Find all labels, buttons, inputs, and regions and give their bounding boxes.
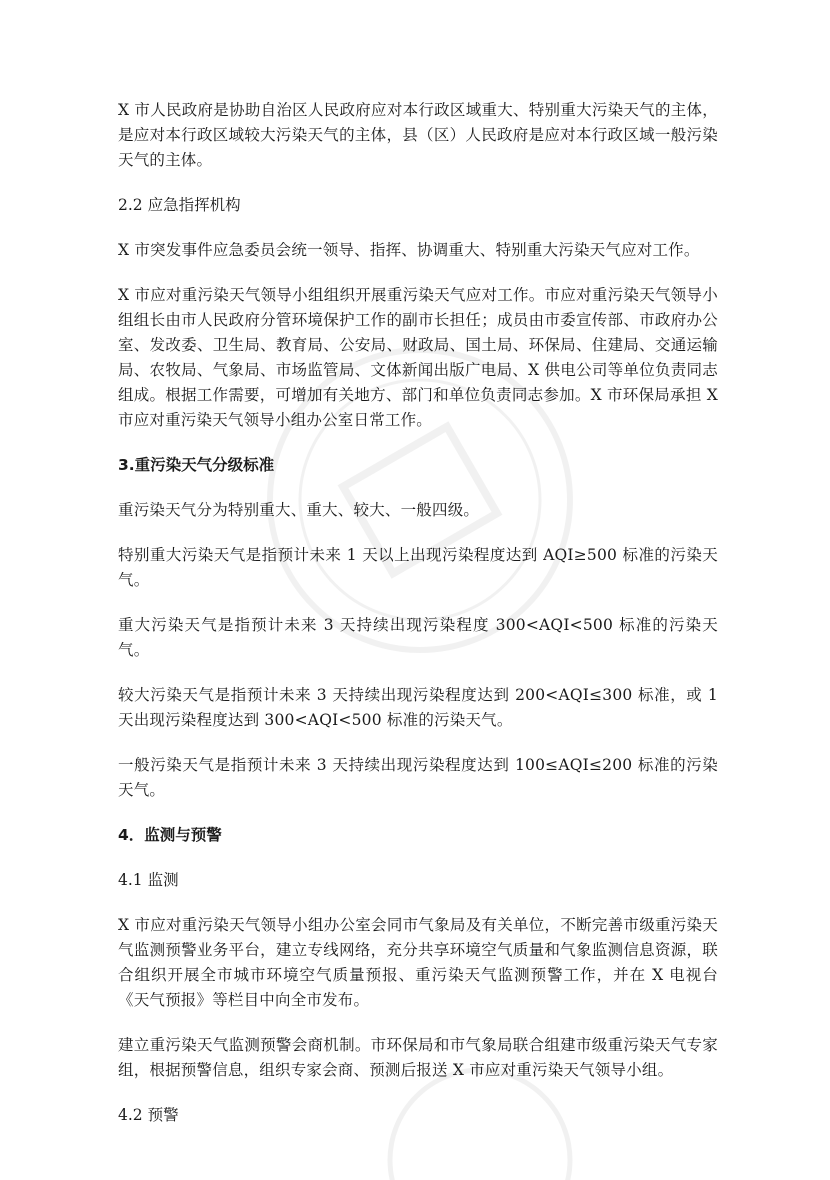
- paragraph-command-committee: X 市突发事件应急委员会统一领导、指挥、协调重大、特别重大污染天气应对工作。: [118, 241, 700, 259]
- paragraph-leading-group: X 市应对重污染天气领导小组组织开展重污染天气应对工作。市应对重污染天气领导小组组长由市人民政府分管环境保护工作的副市长担任；成员由市委宣传部、市政府办公室、发改委、卫生局、教育局、公安局、财政局、国土局、环保局、住建局、交通运输局、农牧局、气象局、市场监管局、文体新闻出版广电局、X 供电公司等单位负责同志组成。根据工作需要，可增加有关地方、部门和单位负责同志参加。X 市环保局承担 X 市应对重污染天气领导小组办公室日常工作。: [118, 286, 718, 429]
- paragraph-levels-overview: 重污染天气分为特别重大、重大、较大、一般四级。: [118, 501, 480, 519]
- section-heading-2-2: 2.2 应急指挥机构: [118, 196, 241, 214]
- document-body: [118, 98, 718, 1148]
- paragraph-level-major: 重大污染天气是指预计未来 3 天持续出现污染程度 300<AQI<500 标准的污染天气。: [118, 616, 718, 659]
- paragraph-responsibility: X 市人民政府是协助自治区人民政府应对本行政区域重大、特别重大污染天气的主体，是应对本行政区域较大污染天气的主体，县（区）人民政府是应对本行政区域一般污染天气的主体。: [118, 101, 718, 169]
- section-heading-4: 4．监测与预警: [118, 826, 222, 844]
- section-heading-4-2: 4.2 预警: [118, 1106, 179, 1124]
- section-heading-4-1: 4.1 监测: [118, 871, 179, 889]
- paragraph-level-extraordinary: 特别重大污染天气是指预计未来 1 天以上出现污染程度达到 AQI≥500 标准的污染天气。: [118, 546, 718, 589]
- paragraph-level-general: 一般污染天气是指预计未来 3 天持续出现污染程度达到 100≤AQI≤200 标准的污染天气。: [118, 756, 718, 799]
- paragraph-level-large: 较大污染天气是指预计未来 3 天持续出现污染程度达到 200<AQI≤300 标准，或 1 天出现污染程度达到 300<AQI<500 标准的污染天气。: [118, 686, 718, 729]
- section-heading-3: 3.重污染天气分级标准: [118, 456, 275, 474]
- paragraph-monitoring-platform: X 市应对重污染天气领导小组办公室会同市气象局及有关单位，不断完善市级重污染天气监测预警业务平台，建立专线网络，充分共享环境空气质量和气象监测信息资源，联合组织开展全市城市环境空气质量预报、重污染天气监测预警工作，并在 X 电视台《天气预报》等栏目中向全市发布。: [118, 916, 718, 1009]
- paragraph-consultation-mechanism: 建立重污染天气监测预警会商机制。市环保局和市气象局联合组建市级重污染天气专家组，根据预警信息，组织专家会商、预测后报送 X 市应对重污染天气领导小组。: [118, 1036, 718, 1079]
